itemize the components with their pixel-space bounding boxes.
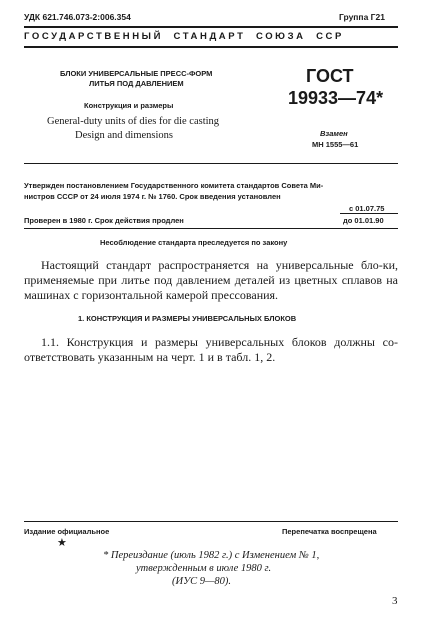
checked-line: Проверен в 1980 г. Срок действия продлен (24, 216, 184, 225)
intro-date: с 01.07.75 (349, 204, 385, 213)
group-code: Группа Г21 (339, 12, 385, 22)
approval-line-1: Утвержден постановлением Государственного комитета стандартов Совета Ми- (24, 181, 324, 190)
replaces-label: Взамен (320, 129, 348, 138)
approval-rule-bottom (24, 228, 398, 229)
udk-code: УДК 621.746.073-2:006.354 (24, 12, 131, 22)
intro-paragraph: Настоящий стандарт распространяется на универсальные бло-ки, применяемые при литье под давлением деталей из цветных сплавов на машинах с горизонтальной камерой прессования. (24, 258, 398, 302)
standard-banner: ГОСУДАРСТВЕННЫЙ СТАНДАРТ СОЮЗА ССР (24, 31, 344, 42)
footer-rule (24, 521, 398, 522)
reprint-notice: Перепечатка воспрещена (282, 527, 377, 536)
reissue-note-line-2: утвержденным в июле 1980 г. (136, 563, 272, 574)
approval-rule-top (24, 163, 398, 164)
date-rule (340, 213, 398, 214)
until-date: до 01.01.90 (343, 216, 384, 225)
replaces-value: МН 1555—61 (312, 140, 359, 149)
title-line-2: ЛИТЬЯ ПОД ДАВЛЕНИЕМ (89, 79, 184, 88)
header-rule-top (24, 26, 398, 28)
star-icon: ★ (57, 537, 67, 549)
reissue-note-line-3: (ИУС 9—80). (172, 576, 231, 587)
reissue-note-line-1: * Переиздание (июль 1982 г.) с Изменением № 1, (103, 550, 320, 561)
gost-label: ГОСТ (306, 66, 354, 86)
section-heading: 1. КОНСТРУКЦИЯ И РАЗМЕРЫ УНИВЕРСАЛЬНЫХ БЛОКОВ (78, 314, 297, 323)
clause-1-1: 1.1. Конструкция и размеры универсальных блоков должны со-ответствовать указанным на черт. 1 и в табл. 1, 2. (24, 335, 398, 364)
english-title-line-2: Design and dimensions (75, 130, 173, 141)
subtitle: Конструкция и размеры (84, 101, 174, 110)
english-title-line-1: General-duty units of dies for die casting (47, 116, 220, 127)
approval-line-2: нистров СССР от 24 июля 1974 г. № 1760. Срок введения установлен (24, 192, 281, 201)
official-edition: Издание официальное (24, 527, 110, 536)
header-rule-bottom (24, 46, 398, 48)
gost-number: 19933—74* (288, 88, 384, 108)
title-line-1: БЛОКИ УНИВЕРСАЛЬНЫЕ ПРЕСС-ФОРМ (60, 69, 213, 78)
prosecution-notice: Несоблюдение стандарта преследуется по закону (100, 238, 288, 247)
page-number: 3 (392, 595, 398, 607)
